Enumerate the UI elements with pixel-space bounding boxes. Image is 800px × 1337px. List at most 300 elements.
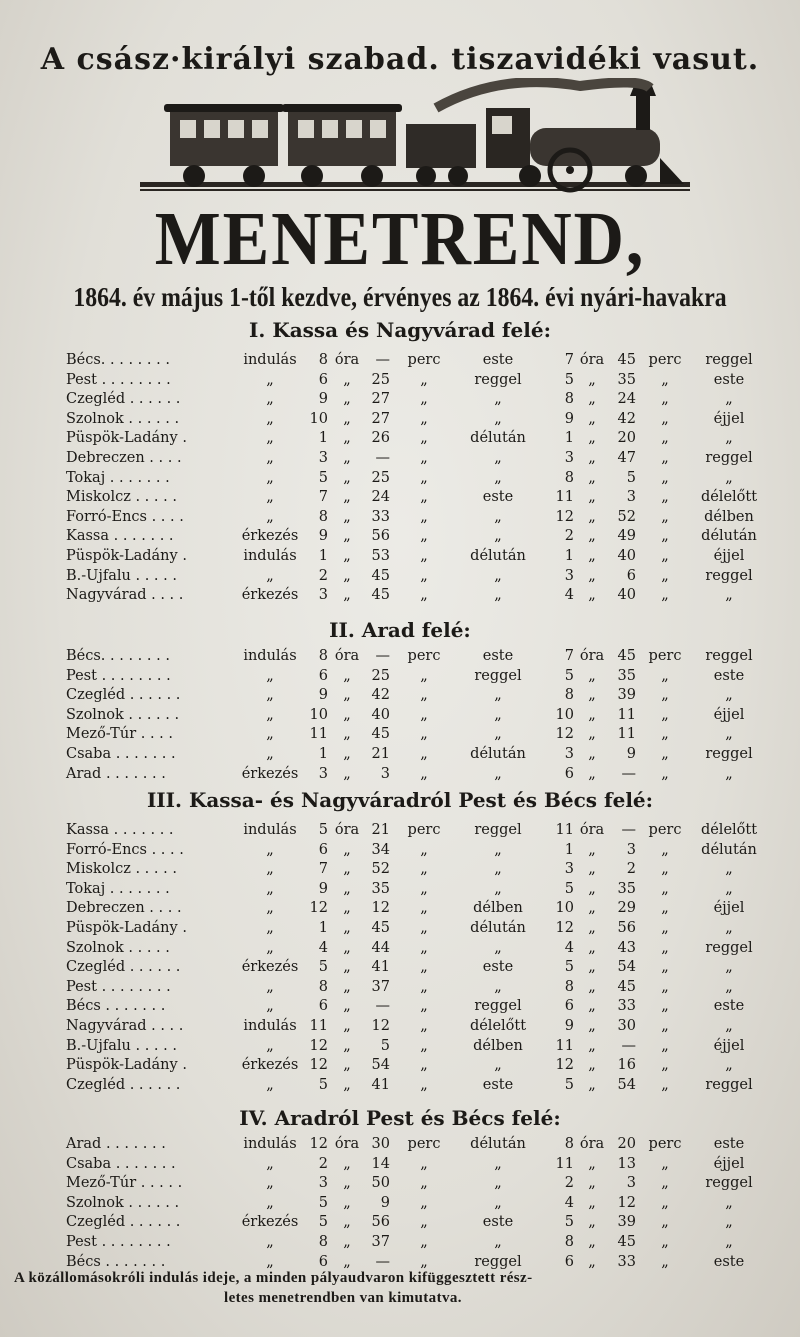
table-row [66, 900, 766, 920]
ditto-mark: „ [343, 841, 351, 858]
ditto-mark: „ [420, 1037, 428, 1054]
table-row [66, 411, 766, 431]
cell-period2: „ [494, 1057, 502, 1074]
cell-h2: 11 [555, 822, 574, 838]
ditto-mark: „ [343, 978, 351, 995]
cell-period2: este [482, 1076, 514, 1093]
ditto-mark: „ [420, 391, 428, 408]
cell-type: érkezés [241, 1057, 299, 1074]
ditto-mark: „ [588, 489, 596, 506]
ditto-mark: „ [343, 587, 351, 604]
ditto-mark: „ [343, 508, 351, 525]
table-row [66, 587, 766, 607]
ditto-mark: „ [588, 547, 596, 564]
hour-label: óra [334, 1136, 360, 1152]
ditto-mark: „ [588, 706, 596, 723]
cell-h2: 12 [555, 508, 574, 525]
cell-h1: 8 [318, 352, 328, 368]
table-row [66, 1195, 766, 1215]
cell-m1: 54 [371, 1057, 390, 1074]
ditto-mark: „ [661, 1214, 669, 1231]
cell-m1: 26 [371, 430, 390, 447]
ditto-mark: „ [661, 1037, 669, 1054]
cell-period3: éjjel [713, 900, 745, 917]
cell-station: Bécs . . . . . . . [66, 998, 166, 1015]
ditto-mark: „ [588, 1017, 596, 1034]
cell-station: Arad . . . . . . . [66, 1136, 166, 1152]
ditto-mark: „ [661, 1076, 669, 1093]
ditto-mark: „ [588, 667, 596, 684]
cell-m2: 35 [617, 880, 636, 897]
ditto-mark: „ [343, 900, 351, 917]
ditto-mark: „ [661, 528, 669, 545]
table-row [66, 372, 766, 392]
ditto-mark: „ [661, 687, 669, 704]
table-row [66, 1234, 766, 1254]
ditto-mark: „ [343, 449, 351, 466]
ditto-mark: „ [661, 978, 669, 995]
ditto-mark: „ [420, 1253, 428, 1270]
cell-station: Czegléd . . . . . . [66, 959, 181, 976]
cell-period3: este [713, 371, 745, 388]
cell-m1: 30 [371, 1136, 390, 1152]
cell-period3: „ [725, 1057, 733, 1074]
ditto-mark: „ [661, 765, 669, 782]
cell-m2: 11 [617, 706, 636, 723]
ditto-mark: „ [343, 919, 351, 936]
cell-period3: „ [725, 765, 733, 782]
cell-period3: délután [701, 528, 757, 545]
cell-h1: 5 [318, 959, 328, 976]
cell-m1: 21 [371, 745, 390, 762]
cell-m2: 45 [617, 1233, 636, 1250]
cell-h2: 3 [564, 861, 574, 878]
cell-h2: 5 [564, 959, 574, 976]
cell-period3: délután [701, 841, 757, 858]
table-row [66, 352, 766, 372]
ditto-mark: „ [343, 765, 351, 782]
cell-m2: — [621, 765, 636, 782]
ditto-mark: „ [661, 1253, 669, 1270]
cell-station: Kassa . . . . . . . [66, 822, 174, 838]
cell-period3: „ [725, 469, 733, 486]
cell-period3: reggel [705, 1076, 753, 1093]
cell-type: érkezés [241, 528, 299, 545]
cell-period3: este [713, 998, 745, 1015]
cell-type: „ [266, 1175, 274, 1192]
cell-type: indulás [243, 648, 297, 664]
cell-m2: 35 [617, 667, 636, 684]
ditto-mark: „ [588, 939, 596, 956]
cell-h1: 8 [318, 648, 328, 664]
cell-m1: — [375, 648, 390, 664]
cell-m2: 6 [626, 567, 636, 584]
ditto-mark: „ [420, 687, 428, 704]
ditto-mark: „ [588, 391, 596, 408]
cell-m1: 56 [371, 528, 390, 545]
cell-h2: 6 [564, 998, 574, 1015]
table-row [66, 687, 766, 707]
cell-period2: délelőtt [469, 1017, 527, 1034]
ditto-mark: „ [343, 489, 351, 506]
cell-h1: 5 [318, 1076, 328, 1093]
cell-h1: 5 [318, 469, 328, 486]
ditto-mark: „ [661, 900, 669, 917]
cell-h2: 11 [555, 1037, 574, 1054]
cell-station: Debreczen . . . . [66, 900, 182, 917]
cell-station: Püspök-Ladány . [66, 1057, 187, 1074]
ditto-mark: „ [661, 998, 669, 1015]
ditto-mark: „ [661, 1194, 669, 1211]
timetable-rows [66, 822, 766, 1096]
cell-type: „ [266, 841, 274, 858]
cell-h1: 12 [309, 1136, 328, 1152]
ditto-mark: „ [588, 430, 596, 447]
ditto-mark: „ [588, 978, 596, 995]
cell-type: „ [266, 880, 274, 897]
ditto-mark: „ [588, 410, 596, 427]
minute-label: perc [648, 352, 682, 368]
cell-period2: „ [494, 1155, 502, 1172]
ditto-mark: „ [661, 430, 669, 447]
cell-period3: este [713, 1253, 745, 1270]
table-row [66, 1018, 766, 1038]
cell-type: „ [266, 410, 274, 427]
company-name: A csász·királyi szabad. tiszavidéki vasut. [40, 42, 760, 77]
cell-h1: 12 [309, 1057, 328, 1074]
cell-period2: reggel [474, 822, 522, 838]
cell-period3: reggel [705, 449, 753, 466]
cell-period2: „ [494, 861, 502, 878]
cell-m2: 39 [617, 687, 636, 704]
cell-m2: 40 [617, 547, 636, 564]
cell-type: „ [266, 1076, 274, 1093]
cell-m1: 45 [371, 726, 390, 743]
ditto-mark: „ [661, 547, 669, 564]
cell-m1: 53 [371, 547, 390, 564]
table-row [66, 940, 766, 960]
cell-m2: 2 [626, 861, 636, 878]
ditto-mark: „ [661, 667, 669, 684]
cell-m2: 54 [617, 1076, 636, 1093]
timetable-rows [66, 352, 766, 607]
cell-m1: 41 [371, 1076, 390, 1093]
cell-m2: 3 [626, 1175, 636, 1192]
table-row [66, 668, 766, 688]
cell-period2: „ [494, 1175, 502, 1192]
minute-label: perc [407, 822, 441, 838]
ditto-mark: „ [420, 587, 428, 604]
cell-h2: 7 [564, 352, 574, 368]
cell-station: Kassa . . . . . . . [66, 528, 174, 545]
table-row [66, 822, 766, 842]
cell-station: Pest . . . . . . . . [66, 978, 171, 995]
cell-h1: 6 [318, 667, 328, 684]
cell-m2: 3 [626, 489, 636, 506]
cell-station: Czegléd . . . . . . [66, 1214, 181, 1231]
ditto-mark: „ [661, 489, 669, 506]
minute-label: perc [648, 1136, 682, 1152]
ditto-mark: „ [661, 410, 669, 427]
cell-type: „ [266, 1233, 274, 1250]
ditto-mark: „ [588, 687, 596, 704]
cell-period3: éjjel [713, 1037, 745, 1054]
cell-m1: — [375, 1253, 390, 1270]
cell-period2: délután [470, 745, 526, 762]
ditto-mark: „ [420, 861, 428, 878]
ditto-mark: „ [343, 1017, 351, 1034]
table-row [66, 979, 766, 999]
ditto-mark: „ [661, 726, 669, 743]
cell-h1: 1 [318, 430, 328, 447]
ditto-mark: „ [343, 410, 351, 427]
cell-h1: 12 [309, 900, 328, 917]
cell-type: „ [266, 430, 274, 447]
cell-m1: — [375, 449, 390, 466]
ditto-mark: „ [661, 706, 669, 723]
cell-period2: délután [470, 430, 526, 447]
ditto-mark: „ [420, 706, 428, 723]
cell-period2: délután [470, 1136, 526, 1152]
ditto-mark: „ [343, 430, 351, 447]
cell-h1: 6 [318, 371, 328, 388]
cell-type: „ [266, 449, 274, 466]
ditto-mark: „ [588, 1076, 596, 1093]
cell-period2: „ [494, 765, 502, 782]
cell-h2: 7 [564, 648, 574, 664]
minute-label: perc [407, 1136, 441, 1152]
cell-type: „ [266, 706, 274, 723]
cell-period2: délután [470, 919, 526, 936]
cell-period3: reggel [705, 567, 753, 584]
ditto-mark: „ [588, 1037, 596, 1054]
table-row [66, 1156, 766, 1176]
cell-h2: 8 [564, 978, 574, 995]
ditto-mark: „ [661, 1155, 669, 1172]
cell-period2: „ [494, 841, 502, 858]
cell-m1: 27 [371, 410, 390, 427]
cell-m1: 27 [371, 391, 390, 408]
cell-period3: reggel [705, 1175, 753, 1192]
cell-m1: 12 [371, 1017, 390, 1034]
cell-h2: 4 [564, 1194, 574, 1211]
cell-period2: reggel [474, 371, 522, 388]
cell-h2: 8 [564, 391, 574, 408]
cell-h1: 1 [318, 547, 328, 564]
ditto-mark: „ [343, 469, 351, 486]
cell-station: Püspök-Ladány . [66, 547, 187, 564]
cell-m2: 45 [617, 352, 636, 368]
cell-period3: este [713, 667, 745, 684]
cell-period2: „ [494, 726, 502, 743]
cell-h1: 5 [318, 822, 328, 838]
cell-h1: 6 [318, 841, 328, 858]
cell-h2: 9 [564, 410, 574, 427]
cell-m2: 3 [626, 841, 636, 858]
cell-type: „ [266, 667, 274, 684]
cell-type: „ [266, 1037, 274, 1054]
cell-h1: 7 [318, 489, 328, 506]
cell-m2: — [621, 1037, 636, 1054]
cell-period3: „ [725, 978, 733, 995]
cell-station: B.-Ujfalu . . . . . [66, 567, 177, 584]
cell-period3: reggel [705, 939, 753, 956]
cell-h2: 11 [555, 1155, 574, 1172]
cell-m2: 43 [617, 939, 636, 956]
ditto-mark: „ [420, 1175, 428, 1192]
cell-m2: 11 [617, 726, 636, 743]
cell-h2: 6 [564, 1253, 574, 1270]
ditto-mark: „ [420, 1233, 428, 1250]
ditto-mark: „ [661, 567, 669, 584]
cell-h1: 1 [318, 745, 328, 762]
cell-station: Miskolcz . . . . . [66, 861, 177, 878]
cell-type: „ [266, 978, 274, 995]
cell-m1: 45 [371, 567, 390, 584]
cell-station: Forró-Encs . . . . [66, 841, 184, 858]
hour-label: óra [334, 352, 360, 368]
ditto-mark: „ [588, 959, 596, 976]
cell-h2: 3 [564, 745, 574, 762]
cell-type: „ [266, 567, 274, 584]
cell-station: Csaba . . . . . . . [66, 745, 176, 762]
cell-period2: „ [494, 939, 502, 956]
ditto-mark: „ [661, 587, 669, 604]
cell-period2: reggel [474, 667, 522, 684]
cell-m2: 52 [617, 508, 636, 525]
ditto-mark: „ [420, 528, 428, 545]
cell-station: Czegléd . . . . . . [66, 687, 181, 704]
cell-type: „ [266, 371, 274, 388]
cell-m2: 54 [617, 959, 636, 976]
ditto-mark: „ [343, 1155, 351, 1172]
cell-m1: 37 [371, 978, 390, 995]
cell-station: Mező-Túr . . . . . [66, 1175, 183, 1192]
cell-type: indulás [243, 1017, 297, 1034]
table-row [66, 1057, 766, 1077]
cell-h2: 2 [564, 528, 574, 545]
section-title: II. Arad felé: [329, 618, 471, 642]
cell-h2: 1 [564, 430, 574, 447]
table-row [66, 998, 766, 1018]
cell-station: Forró-Encs . . . . [66, 508, 184, 525]
cell-period3: „ [725, 919, 733, 936]
cell-period2: este [482, 648, 514, 664]
table-row [66, 648, 766, 668]
cell-h2: 3 [564, 449, 574, 466]
ditto-mark: „ [343, 861, 351, 878]
validity-line: 1864. év május 1-től kezdve, érvényes az 1864. évi nyári-havakra [73, 282, 727, 312]
cell-m2: 56 [617, 919, 636, 936]
cell-m2: 42 [617, 410, 636, 427]
cell-m2: 35 [617, 371, 636, 388]
ditto-mark: „ [420, 371, 428, 388]
cell-station: Nagyvárad . . . . [66, 1017, 184, 1034]
cell-m1: 44 [371, 939, 390, 956]
cell-h2: 2 [564, 1175, 574, 1192]
cell-m1: 25 [371, 469, 390, 486]
ditto-mark: „ [661, 745, 669, 762]
cell-m1: 52 [371, 861, 390, 878]
cell-h2: 8 [564, 687, 574, 704]
cell-type: „ [266, 469, 274, 486]
hour-label: óra [579, 1136, 605, 1152]
ditto-mark: „ [420, 430, 428, 447]
ditto-mark: „ [420, 939, 428, 956]
ditto-mark: „ [661, 959, 669, 976]
cell-period2: „ [494, 587, 502, 604]
cell-h2: 4 [564, 939, 574, 956]
cell-type: „ [266, 687, 274, 704]
table-row [66, 707, 766, 727]
cell-station: Szolnok . . . . . . [66, 410, 180, 427]
table-row [66, 430, 766, 450]
cell-h1: 8 [318, 978, 328, 995]
table-row [66, 568, 766, 588]
section-title: I. Kassa és Nagyvárad felé: [249, 318, 551, 342]
ditto-mark: „ [343, 880, 351, 897]
cell-h2: 10 [555, 900, 574, 917]
footer-note [14, 1268, 790, 1308]
ditto-mark: „ [343, 939, 351, 956]
cell-station: Nagyvárad . . . . [66, 587, 184, 604]
ditto-mark: „ [343, 667, 351, 684]
cell-station: Püspök-Ladány . [66, 919, 187, 936]
cell-period3: éjjel [713, 410, 745, 427]
cell-h1: 6 [318, 998, 328, 1015]
ditto-mark: „ [588, 726, 596, 743]
minute-label: perc [407, 648, 441, 664]
table-row [66, 726, 766, 746]
cell-period3: éjjel [713, 547, 745, 564]
ditto-mark: „ [661, 861, 669, 878]
cell-m1: 45 [371, 587, 390, 604]
ditto-mark: „ [343, 391, 351, 408]
ditto-mark: „ [661, 880, 669, 897]
ditto-mark: „ [343, 1253, 351, 1270]
cell-h2: 5 [564, 1076, 574, 1093]
table-row [66, 920, 766, 940]
cell-station: Debreczen . . . . [66, 449, 182, 466]
cell-m2: 5 [626, 469, 636, 486]
cell-h1: 9 [318, 528, 328, 545]
cell-h2: 8 [564, 1233, 574, 1250]
cell-m1: 12 [371, 900, 390, 917]
cell-m1: 40 [371, 706, 390, 723]
cell-h1: 6 [318, 1253, 328, 1270]
cell-station: Csaba . . . . . . . [66, 1155, 176, 1172]
cell-h1: 7 [318, 861, 328, 878]
ditto-mark: „ [661, 508, 669, 525]
cell-period2: „ [494, 391, 502, 408]
cell-period2: „ [494, 410, 502, 427]
cell-m1: — [375, 352, 390, 368]
cell-m1: — [375, 998, 390, 1015]
cell-m2: 29 [617, 900, 636, 917]
ditto-mark: „ [420, 998, 428, 1015]
main-title: MENETREND, [154, 197, 646, 281]
cell-period3: délelőtt [700, 489, 758, 506]
ditto-mark: „ [588, 1155, 596, 1172]
cell-h1: 9 [318, 687, 328, 704]
cell-type: indulás [243, 1136, 297, 1152]
cell-h1: 4 [318, 939, 328, 956]
table-row [66, 509, 766, 529]
ditto-mark: „ [588, 880, 596, 897]
cell-period2: „ [494, 567, 502, 584]
cell-period2: „ [494, 1194, 502, 1211]
cell-type: érkezés [241, 587, 299, 604]
